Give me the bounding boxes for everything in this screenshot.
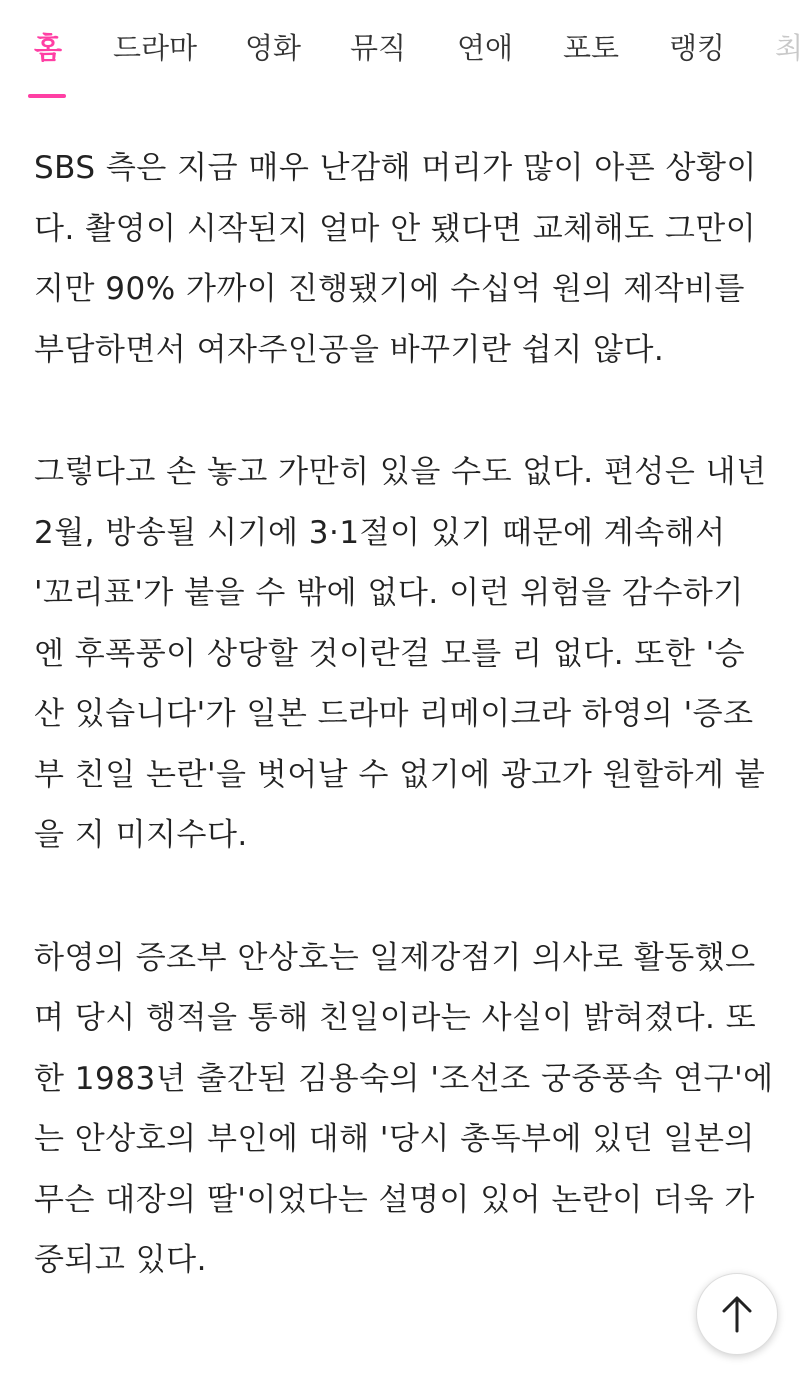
- active-tab-indicator: [28, 94, 66, 98]
- scroll-to-top-button[interactable]: [696, 1273, 778, 1355]
- tab-more-partial[interactable]: 최: [775, 31, 803, 65]
- tab-music[interactable]: 뮤직: [350, 31, 407, 65]
- tab-drama[interactable]: 드라마: [113, 31, 198, 65]
- tab-photo[interactable]: 포토: [563, 31, 620, 65]
- article-paragraph-1: SBS 측은 지금 매우 난감해 머리가 많이 아픈 상황이다. 촬영이 시작된지 얼마 안 됐다면 교체해도 그만이지만 90% 가까이 진행됐기에 수십억 원의 제작비를 부담하면서 여자주인공을 바꾸기란 쉽지 않다.: [34, 150, 757, 368]
- category-nav: [0, 0, 803, 104]
- tab-home[interactable]: 홈: [34, 31, 63, 65]
- tab-ranking[interactable]: 랭킹: [669, 31, 726, 65]
- arrow-up-icon: [720, 1295, 754, 1333]
- article-body: [34, 138, 774, 1353]
- article-paragraph-3: 하영의 증조부 안상호는 일제강점기 의사로 활동했으며 당시 행적을 통해 친일이라는 사실이 밝혀졌다. 또한 1983년 출간된 김용숙의 '조선조 궁중풍속 연구'에는 안상호의 부인에 대해 '당시 총독부에 있던 일본의 무슨 대장의 딸'이었다는 설명이 있어 논란이 더욱 가중되고 있다.: [34, 939, 774, 1278]
- article-paragraph-2: 그렇다고 손 놓고 가만히 있을 수도 없다. 편성은 내년 2월, 방송될 시기에 3·1절이 있기 때문에 계속해서 '꼬리표'가 붙을 수 밖에 없다. 이런 위험을 감수하기엔 후폭풍이 상당할 것이란걸 모를 리 없다. 또한 '승산 있습니다'가 일본 드라마 리메이크라 하영의 '증조부 친일 논란'을 벗어날 수 없기에 광고가 원할하게 붙을 지 미지수다.: [34, 454, 767, 853]
- tab-entertainment[interactable]: 연애: [457, 31, 514, 65]
- tab-movie[interactable]: 영화: [245, 31, 302, 65]
